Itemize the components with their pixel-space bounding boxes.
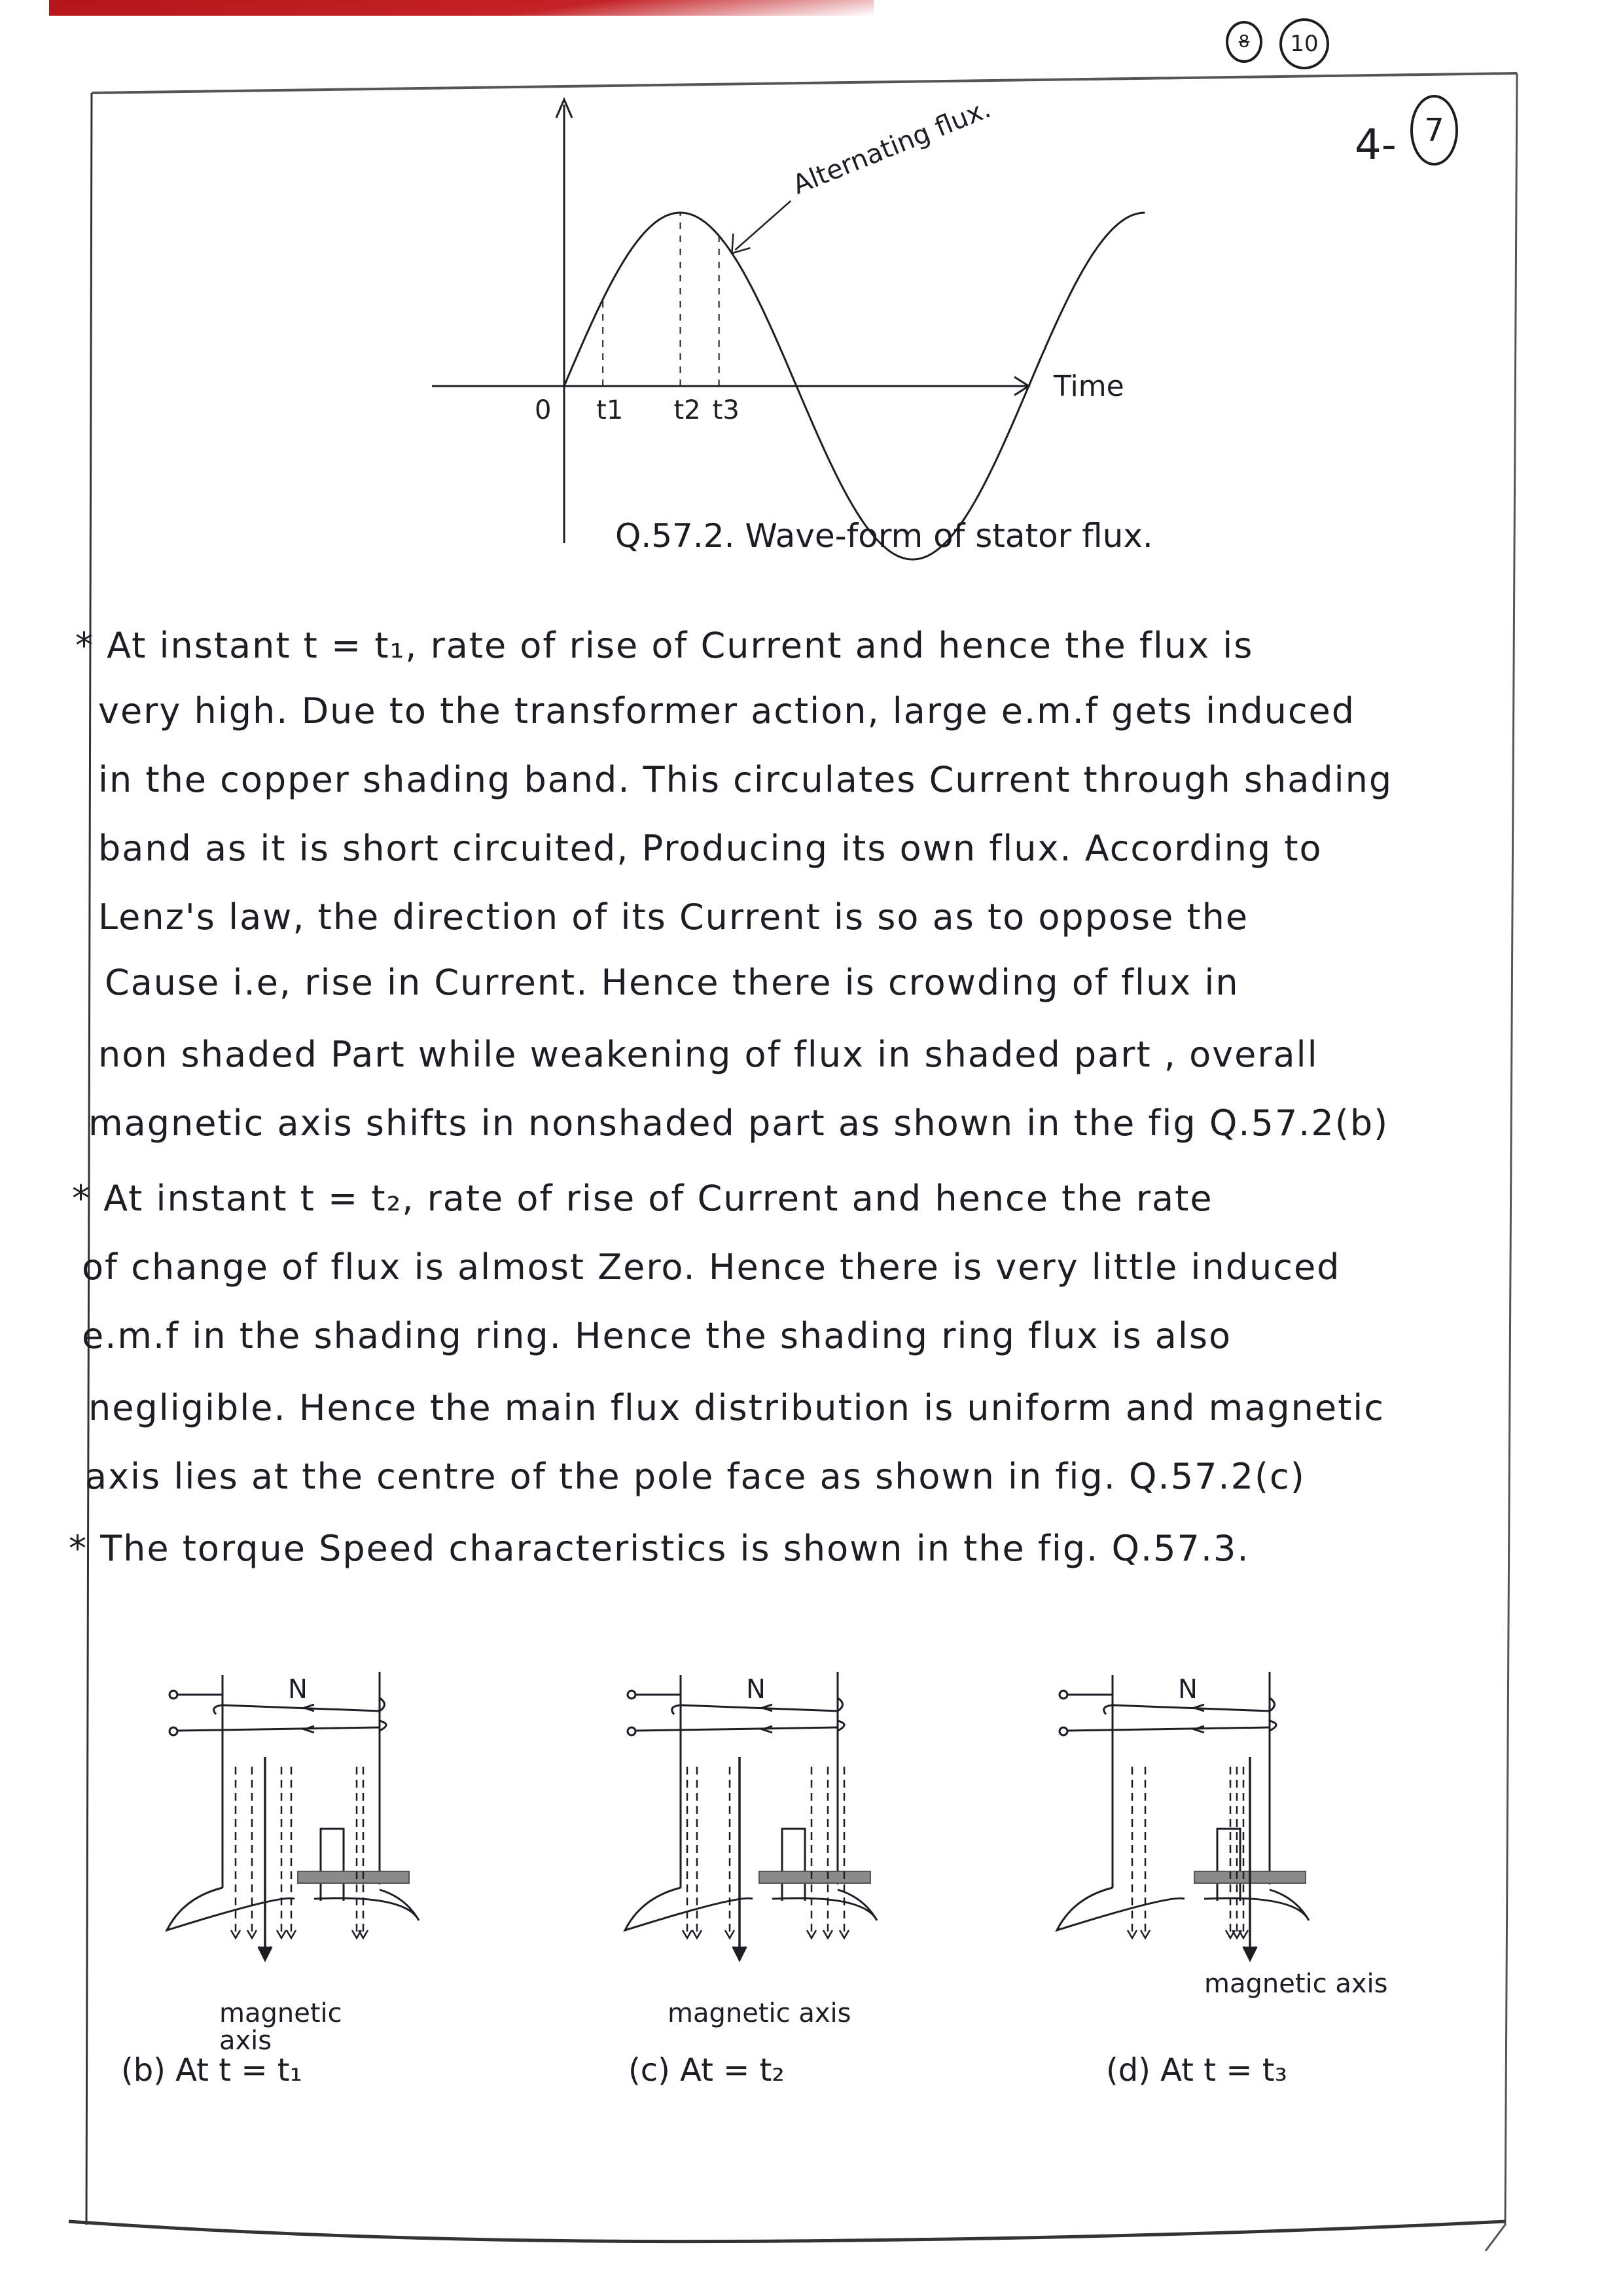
body-line: band as it is short circuited, Producing its own flux. According to — [98, 828, 1323, 869]
pole-shoe-right — [1204, 1890, 1309, 1920]
x-tick-label: t2 — [673, 395, 701, 425]
shaded-pole-figures — [0, 1662, 1623, 2251]
coil-lead-bottom — [1067, 1727, 1270, 1731]
body-line: in the copper shading band. This circulates Current through shading — [98, 759, 1393, 800]
pole-shoe-right — [772, 1890, 877, 1920]
terminal-icon — [169, 1691, 177, 1699]
body-line: axis lies at the centre of the pole face as shown in fig. Q.57.2(c) — [85, 1456, 1306, 1497]
body-line: * The torque Speed characteristics is shown in the fig. Q.57.3. — [69, 1528, 1250, 1569]
annotation-arrowhead — [732, 234, 750, 253]
terminal-icon — [628, 1727, 635, 1735]
magnetic-axis-arrow-icon — [1243, 1947, 1257, 1960]
pole-shoe-right — [314, 1890, 419, 1920]
stator-flux-waveform-chart — [393, 85, 1243, 569]
body-line: e.m.f in the shading ring. Hence the shading ring flux is also — [82, 1315, 1232, 1356]
magnetic-axis-arrow-icon — [259, 1947, 272, 1960]
figure-b — [121, 1672, 419, 2089]
annotation-label: Alternating flux. — [788, 94, 995, 201]
pole-label: N — [746, 1674, 766, 1704]
terminal-icon — [1060, 1691, 1067, 1699]
figure-caption: (b) At t = t₁ — [121, 2052, 302, 2089]
body-line: of change of flux is almost Zero. Hence there is very little induced — [82, 1246, 1341, 1288]
annotation-arrow — [735, 201, 791, 250]
figure-d — [1057, 1672, 1387, 2089]
figure-c — [625, 1672, 877, 2089]
crossed-page-number — [1226, 21, 1262, 63]
pole-shoe-left — [1057, 1888, 1185, 1930]
page-number-text: 10 — [1290, 31, 1319, 57]
crossed-number-text: 8 — [1238, 32, 1250, 52]
pole-label: N — [288, 1674, 308, 1704]
body-line: * At instant t = t₂, rate of rise of Current and hence the rate — [72, 1178, 1213, 1219]
x-axis-label: Time — [1054, 370, 1124, 403]
section-label — [1355, 121, 1397, 169]
pole-shoe-left — [625, 1888, 753, 1930]
body-line: magnetic axis shifts in nonshaded part as shown in the fig Q.57.2(b) — [88, 1103, 1389, 1144]
magnetic-axis-label: magnetic — [219, 1998, 342, 2028]
body-line: non shaded Part while weakening of flux in shaded part , overall — [98, 1034, 1319, 1075]
body-line: Cause i.e, rise in Current. Hence there is crowding of flux in — [105, 962, 1240, 1003]
coil-lead-bottom — [635, 1727, 838, 1731]
section-number-text: 7 — [1424, 112, 1444, 149]
terminal-icon — [1060, 1727, 1067, 1735]
pole-label: N — [1178, 1674, 1198, 1704]
shading-band — [298, 1871, 409, 1883]
section-number — [1410, 95, 1458, 166]
shading-band — [759, 1871, 870, 1883]
terminal-icon — [169, 1727, 177, 1735]
body-line: negligible. Hence the main flux distribution is uniform and magnetic — [88, 1387, 1385, 1428]
magnetic-axis-label: axis — [219, 2026, 272, 2056]
figure-caption: (d) At t = t₃ — [1106, 2052, 1287, 2089]
x-tick-label: t1 — [596, 395, 624, 425]
chart-title: Q.57.2. Wave-form of stator flux. — [615, 517, 1153, 555]
figure-caption: (c) At = t₂ — [628, 2052, 785, 2089]
magnetic-axis-label: magnetic axis — [668, 1998, 851, 2028]
section-label-text: 4- — [1355, 121, 1397, 169]
origin-label: 0 — [535, 395, 552, 425]
terminal-icon — [628, 1691, 635, 1699]
pole-shoe-left — [167, 1888, 294, 1930]
coil-lead-bottom — [177, 1727, 380, 1731]
magnetic-axis-arrow-icon — [733, 1947, 746, 1960]
shading-slot — [782, 1829, 805, 1901]
body-line: very high. Due to the transformer action, large e.m.f gets induced — [98, 690, 1356, 732]
body-line: Lenz's law, the direction of its Current is so as to oppose the — [98, 896, 1249, 938]
page-number — [1279, 18, 1329, 69]
body-line: * At instant t = t₁, rate of rise of Current and hence the flux is — [75, 625, 1254, 666]
shading-slot — [321, 1829, 344, 1901]
magnetic-axis-label: magnetic axis — [1204, 1969, 1388, 1999]
x-tick-label: t3 — [712, 395, 740, 425]
